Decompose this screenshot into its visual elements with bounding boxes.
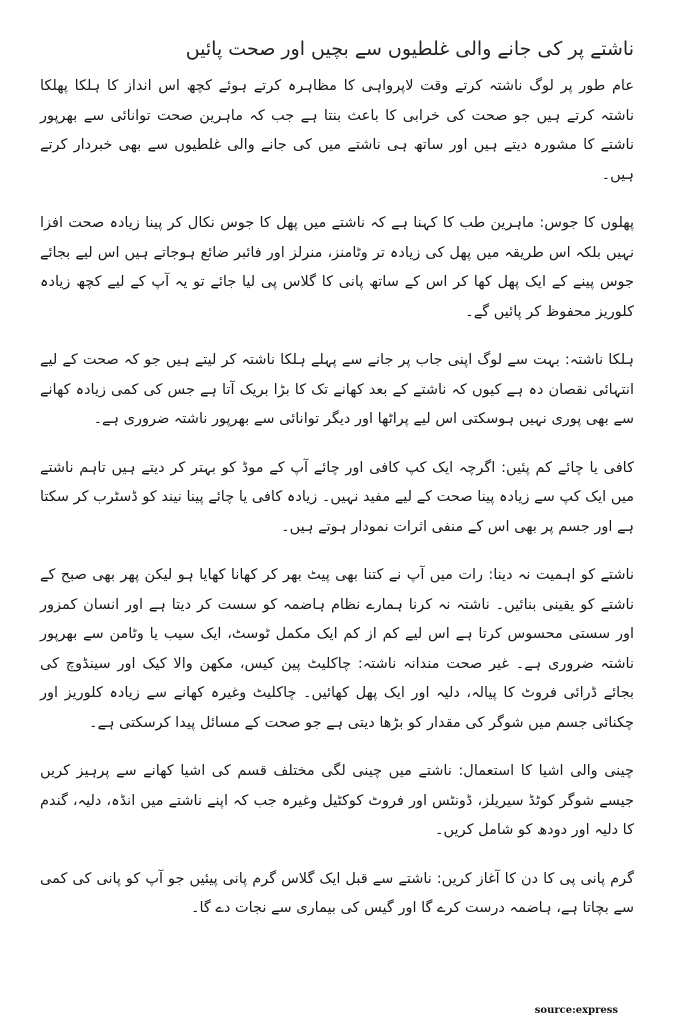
paragraph-fruit-juice: پھلوں کا جوس: ماہرین طب کا کہنا ہے کہ ناشتے میں پھل کا جوس نکال کر پینا زیادہ صحت افزا نہیں بلکہ اس طریقہ میں پھل کی زیادہ تر وٹامنز، منرلز اور فائبر ضائع ہوجاتے ہیں اس لیے بجائے جوس پینے کے ایک پھل کھا کر اس کے ساتھ پانی کا گلاس پی لیا جائے تو یہ آپ کے لیے کچھ زیادہ کلوریز محفوظ کر پائیں گے۔ (40, 215, 634, 320)
source-credit: source:express (534, 1005, 618, 1016)
paragraph-sugary-items: چینی والی اشیا کا استعمال: ناشتے میں چینی لگی مختلف قسم کی اشیا کھانے سے پرہیز کریں جیسے شوگر کوٹڈ سیریلز، ڈونٹس اور فروٹ کوکٹیل وغیرہ جب کہ اپنے ناشتے میں انڈہ، دلیہ، گندم کا دلیہ اور دودھ کو شامل کریں۔ (40, 763, 634, 838)
article-title: ناشتے پر کی جانے والی غلطیوں سے بچیں اور صحت پائیں (185, 38, 634, 60)
paragraph-skipping-breakfast: ناشتے کو اہمیت نہ دینا: رات میں آپ نے کتنا بھی پیٹ بھر کر کھانا کھایا ہو لیکن پھر بھی صبح کے ناشتے کو یقینی بنائیں۔ ناشتہ نہ کرنا ہمارے نظام ہاضمہ کو سست کر دیتا ہے اور انسان کمزور اور سستی محسوس کرتا ہے اس لیے کم از کم ایک مکمل ٹوسٹ، ایک سیب یا وٹامن سے بھرپور ناشتہ ضروری ہے۔ غیر صحت مندانہ ناشتہ: چاکلیٹ پین کیس، مکھن والا کیک اور سینڈوچ کی بجائے ڈرائی فروٹ کا پیالہ، دلیہ اور ایک پھل کھائیں۔ چاکلیٹ وغیرہ کھانے سے زیادہ کلوریز اور چکنائی جسم میں شوگر کی مقدار کو بڑھا دیتی ہے جو صحت کے مسائل پیدا کرسکتی ہے۔ (40, 567, 634, 731)
paragraph-coffee-tea: کافی یا چائے کم پئیں: اگرچہ ایک کپ کافی اور چائے آپ کے موڈ کو بہتر کر دیتے ہیں تاہم ناشتے میں ایک کپ سے زیادہ پینا صحت کے لیے مفید نہیں۔ زیادہ کافی یا چائے پینا نیند کو ڈسٹرب کر سکتا ہے اور جسم پر بھی اس کے منفی اثرات نمودار ہوتے ہیں۔ (40, 459, 634, 535)
paragraph-warm-water: گرم پانی پی کا دن کا آغاز کریں: ناشتے سے قبل ایک گلاس گرم پانی پیئیں جو آپ کو پانی کی کمی سے بچاتا ہے، ہاضمہ درست کرے گا اور گیس کی بیماری سے نجات دے گا۔ (40, 870, 634, 916)
paragraph-intro: عام طور پر لوگ ناشتہ کرتے وقت لاپرواہی کا مظاہرہ کرتے ہوئے کچھ اس انداز کا ہلکا پھلکا ناشتہ کرتے ہیں جو صحت کی خرابی کا باعث بنتا ہے جب کہ ماہرین صحت توانائی سے بھرپور ناشتے کا مشورہ دیتے ہیں اور ساتھ ہی ناشتے میں کی جانے والی غلطیوں سے بھی خبردار کرتے ہیں۔ (40, 78, 634, 183)
paragraph-light-breakfast: ہلکا ناشتہ: بہت سے لوگ اپنی جاب پر جانے سے پہلے ہلکا ناشتہ کر لیتے ہیں جو کہ صحت کے لیے انتہائی نقصان دہ ہے کیوں کہ ناشتے کے بعد کھانے تک کا بڑا بریک آتا ہے جس کی کمی زیادہ کھانے سے بھی پوری نہیں ہوسکتی اس لیے پراٹھا اور دیگر توانائی سے بھرپور ناشتہ ضروری ہے۔ (40, 352, 634, 427)
